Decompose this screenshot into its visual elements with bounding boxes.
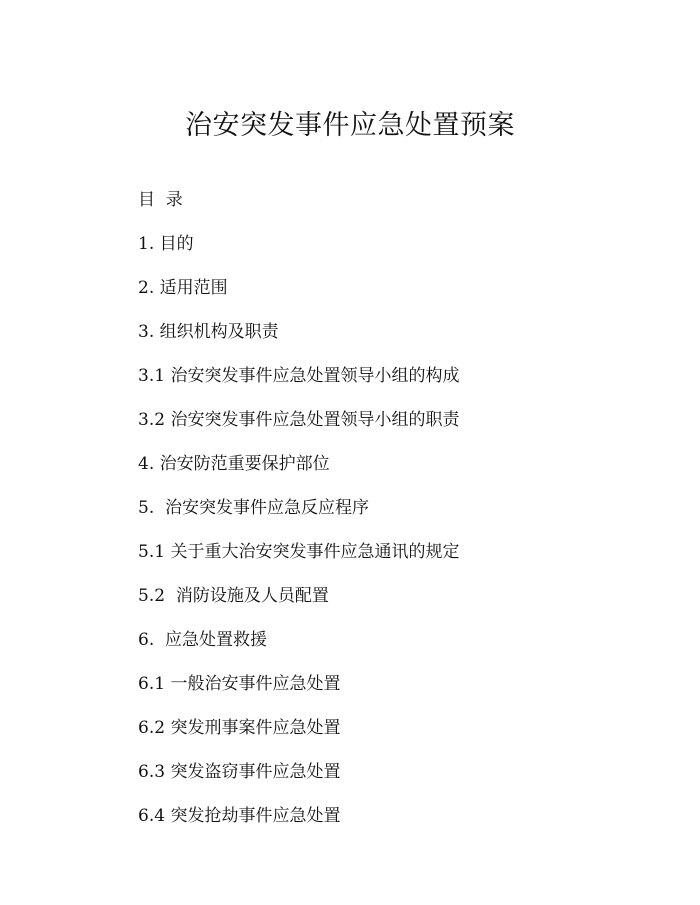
toc-item: 6. 应急处置救援 [138,630,268,650]
toc-item: 6.3 突发盗窃事件应急处置 [138,762,341,782]
document-title: 治安突发事件应急处置预案 [185,110,515,141]
table-of-contents [138,184,638,844]
toc-item: 6.2 突发刑事案件应急处置 [138,718,341,738]
toc-item: 4. 治安防范重要保护部位 [138,454,330,474]
toc-list [138,228,638,844]
toc-item: 1. 目的 [138,234,194,254]
toc-item: 3. 组织机构及职责 [138,322,279,342]
toc-item: 6.1 一般治安事件应急处置 [138,674,341,694]
toc-item: 5.1 关于重大治安突发事件应急通讯的规定 [138,542,460,562]
toc-item: 6.4 突发抢劫事件应急处置 [138,806,341,826]
toc-item: 2. 适用范围 [138,278,228,298]
toc-item: 5. 治安突发事件应急反应程序 [138,498,370,518]
toc-item: 3.2 治安突发事件应急处置领导小组的职责 [138,410,460,430]
toc-item: 5.2 消防设施及人员配置 [138,586,329,606]
toc-item: 3.1 治安突发事件应急处置领导小组的构成 [138,366,460,386]
toc-heading: 目 录 [138,190,183,210]
